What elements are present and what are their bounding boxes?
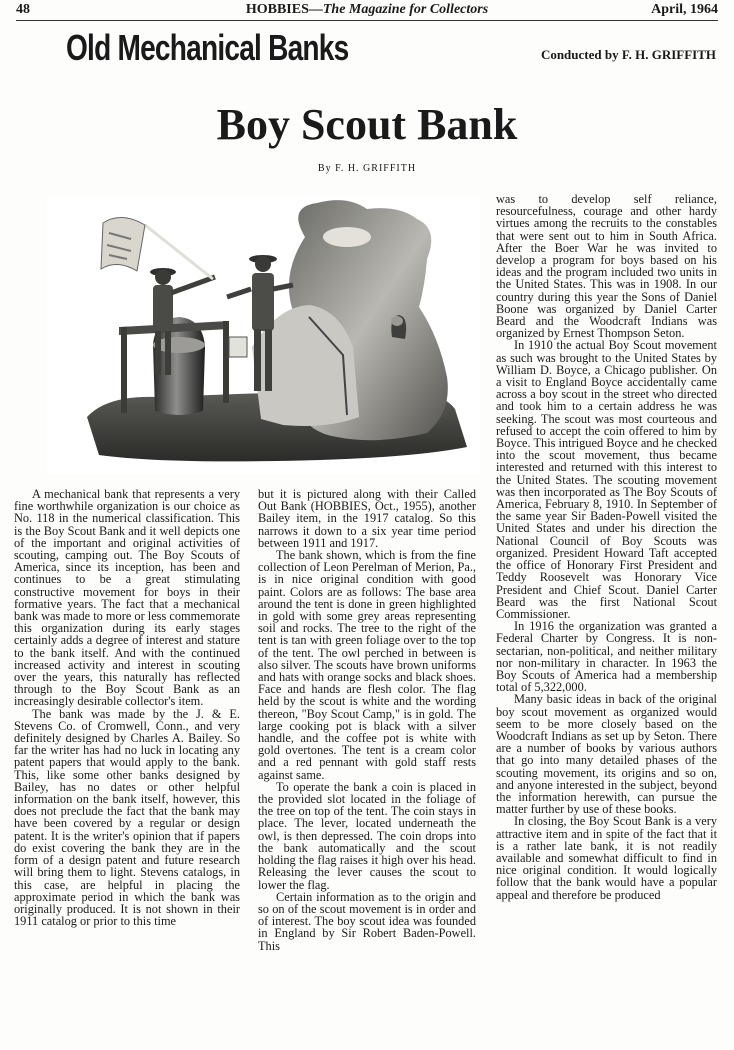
conducted-by: Conducted by F. H. GRIFFITH [540,47,716,62]
paragraph: Many basic ideas in back of the original boy scout movement as organized would seem to be more closely based on the Woodcraft Indians as set up by Seton. There are a number of books by various authors that go into many detailed phases of the scouting movement, its origins and so on, and anyone interested in the subject, beyond the information herewith, can pursue the matter further by use of these books. [496,692,717,817]
paragraph: In 1910 the actual Boy Scout movement as such was brought to the United States by William D. Boyce, a Chicago publisher. On a visit to England Boyce accidentally came across a boy scout in the street who directed and took him to a certain address he was seeking. The scout was most courteous and refused to accept the coin offered to him by Boyce. This intrigued Boyce and he checked into the scout movement, thus became interested and returned with this interest to the United States. The scouting movement was then incorporated as The Boy Scouts of America, February 8, 1910. In September of the same year Sir Baden-Powell visited the United States and under his direction the National Council of Boy Scouts was organized. President Howard Taft accepted the office of Honorary First President and Teddy Roosevelt was Honorary Vice President and Chief Scout. Daniel Carter Beard was the first National Scout Commissioner. [496,338,717,621]
article-title: Boy Scout Bank [216,100,518,149]
department-title: Old Mechanical Banks [66,27,349,68]
magazine-dash: — [308,2,323,17]
magazine-title [16,2,718,18]
paragraph: In 1916 the organization was granted a Federal Charter by Congress. It is non-sectarian, non-political, and neither military nor non-military in character. In 1963 the Boy Scouts of America had a membership total of 5,322,000. [496,619,717,695]
bank-photo [47,197,480,474]
magazine-name: HOBBIES [245,2,309,17]
issue-date: April, 1964 [651,2,718,17]
paragraph: The bank shown, which is from the fine collection of Leon Perelman of Merion, Pa., is in nice original condition with good paint. Colors are as follows: The base area around the tent is done in green highlighted in gold with some grey areas representing soil and rocks. The tree to the right of the tent is tan with green foliage over to the top of the tent. The owl perched in between is also silver. The scouts have brown uniforms and hats with orange socks and black shoes. Face and hands are flesh color. The flag held by the scout is white and the wording thereon, "Boy Scout Camp," is in gold. The large cooking pot is black with a silver handle, and the coffee pot is white with gold overtones. The tent is a cream color and a red pennant with gold staff rests against same. [258,548,476,782]
paragraph: To operate the bank a coin is placed in the provided slot located in the foliage of the tree on top of the tent. The coin stays in place. The lever, located underneath the owl, is then depressed. The coin drops into the bank automatically and the scout holding the flag raises it high over his head. Releasing the lever causes the scout to lower the flag. [258,779,476,892]
paragraph: Certain information as to the origin and so on of the scout movement is in order and of interest. The boy scout idea was founded in England by Sir Robert Baden-Powell. This [258,889,476,953]
text-column-2 [258,488,476,952]
text-column-1 [14,488,240,927]
paragraph: but it is pictured along with their Called Out Bank (HOBBIES, Oct., 1955), another Bailey item, in the 1917 catalog. So this narrows it down to a six year time period between 1911 and 1917. [258,487,476,550]
article-byline: By F. H. GRIFFITH [317,163,417,174]
paragraph: The bank was made by the J. & E. Stevens Co. of Cromwell, Conn., and very definitely designed by Charles A. Bailey. So far the writer has had no luck in locating any patent papers that would apply to the bank. This, like some other banks designed by Bailey, has no dates or other helpful information on the bank itself, however, this does not preclude the fact that the bank may have been covered by a regular or design patent. It is the writer's opinion that if papers do exist covering the bank they are in the form of a design patent and future research will bring them to light. Stevens catalogs, in this case, are helpful in placing the approximate period in which the bank was originally produced. It is not shown in their 1911 catalog or prior to this time [14,706,240,929]
magazine-subtitle: The Magazine for Collectors [322,2,489,17]
paragraph: was to develop self reliance, resourcefulness, courage and other hardy virtues among the recruits to the constables that were sent out to him in South Africa. After the Boer War he was invited to develop a program for boys based on his ideas and the program included two units in the United States. This was in 1908. In our country during this year the Sons of Daniel Boone was organized by Daniel Carter Beard and the Woodcraft Indians was organized by Ernest Thompson Seton. [496,192,717,341]
running-header [16,2,718,21]
paragraph: In closing, the Boy Scout Bank is a very attractive item and in spite of the fact that it is a rather late bank, it is not readily available and somewhat difficult to find in nice original condition. It would logically follow that the bank would have a popular appeal and therefore be produced [496,814,717,902]
text-column-3 [496,193,717,901]
paragraph: A mechanical bank that represents a very fine worthwhile organization is our choice as No. 118 in the numerical classification. This is the Boy Scout Bank and it well depicts one of the important and original activities of scouting, camping out. The Boy Scouts of America, since its inception, has been and continues to be a great stimulating constructive movement for boys in their formative years. The fact that a mechanical bank was made to more or less commemorate this organization during its early stages certainly adds a degree of interest and stature to the bank itself. And with the continued increased activity and interest in scouting over the years, this naturally has reflected through to the Boy Scout Bank as an increasingly desirable collector's item. [14,487,240,709]
page-number: 48 [16,2,30,17]
